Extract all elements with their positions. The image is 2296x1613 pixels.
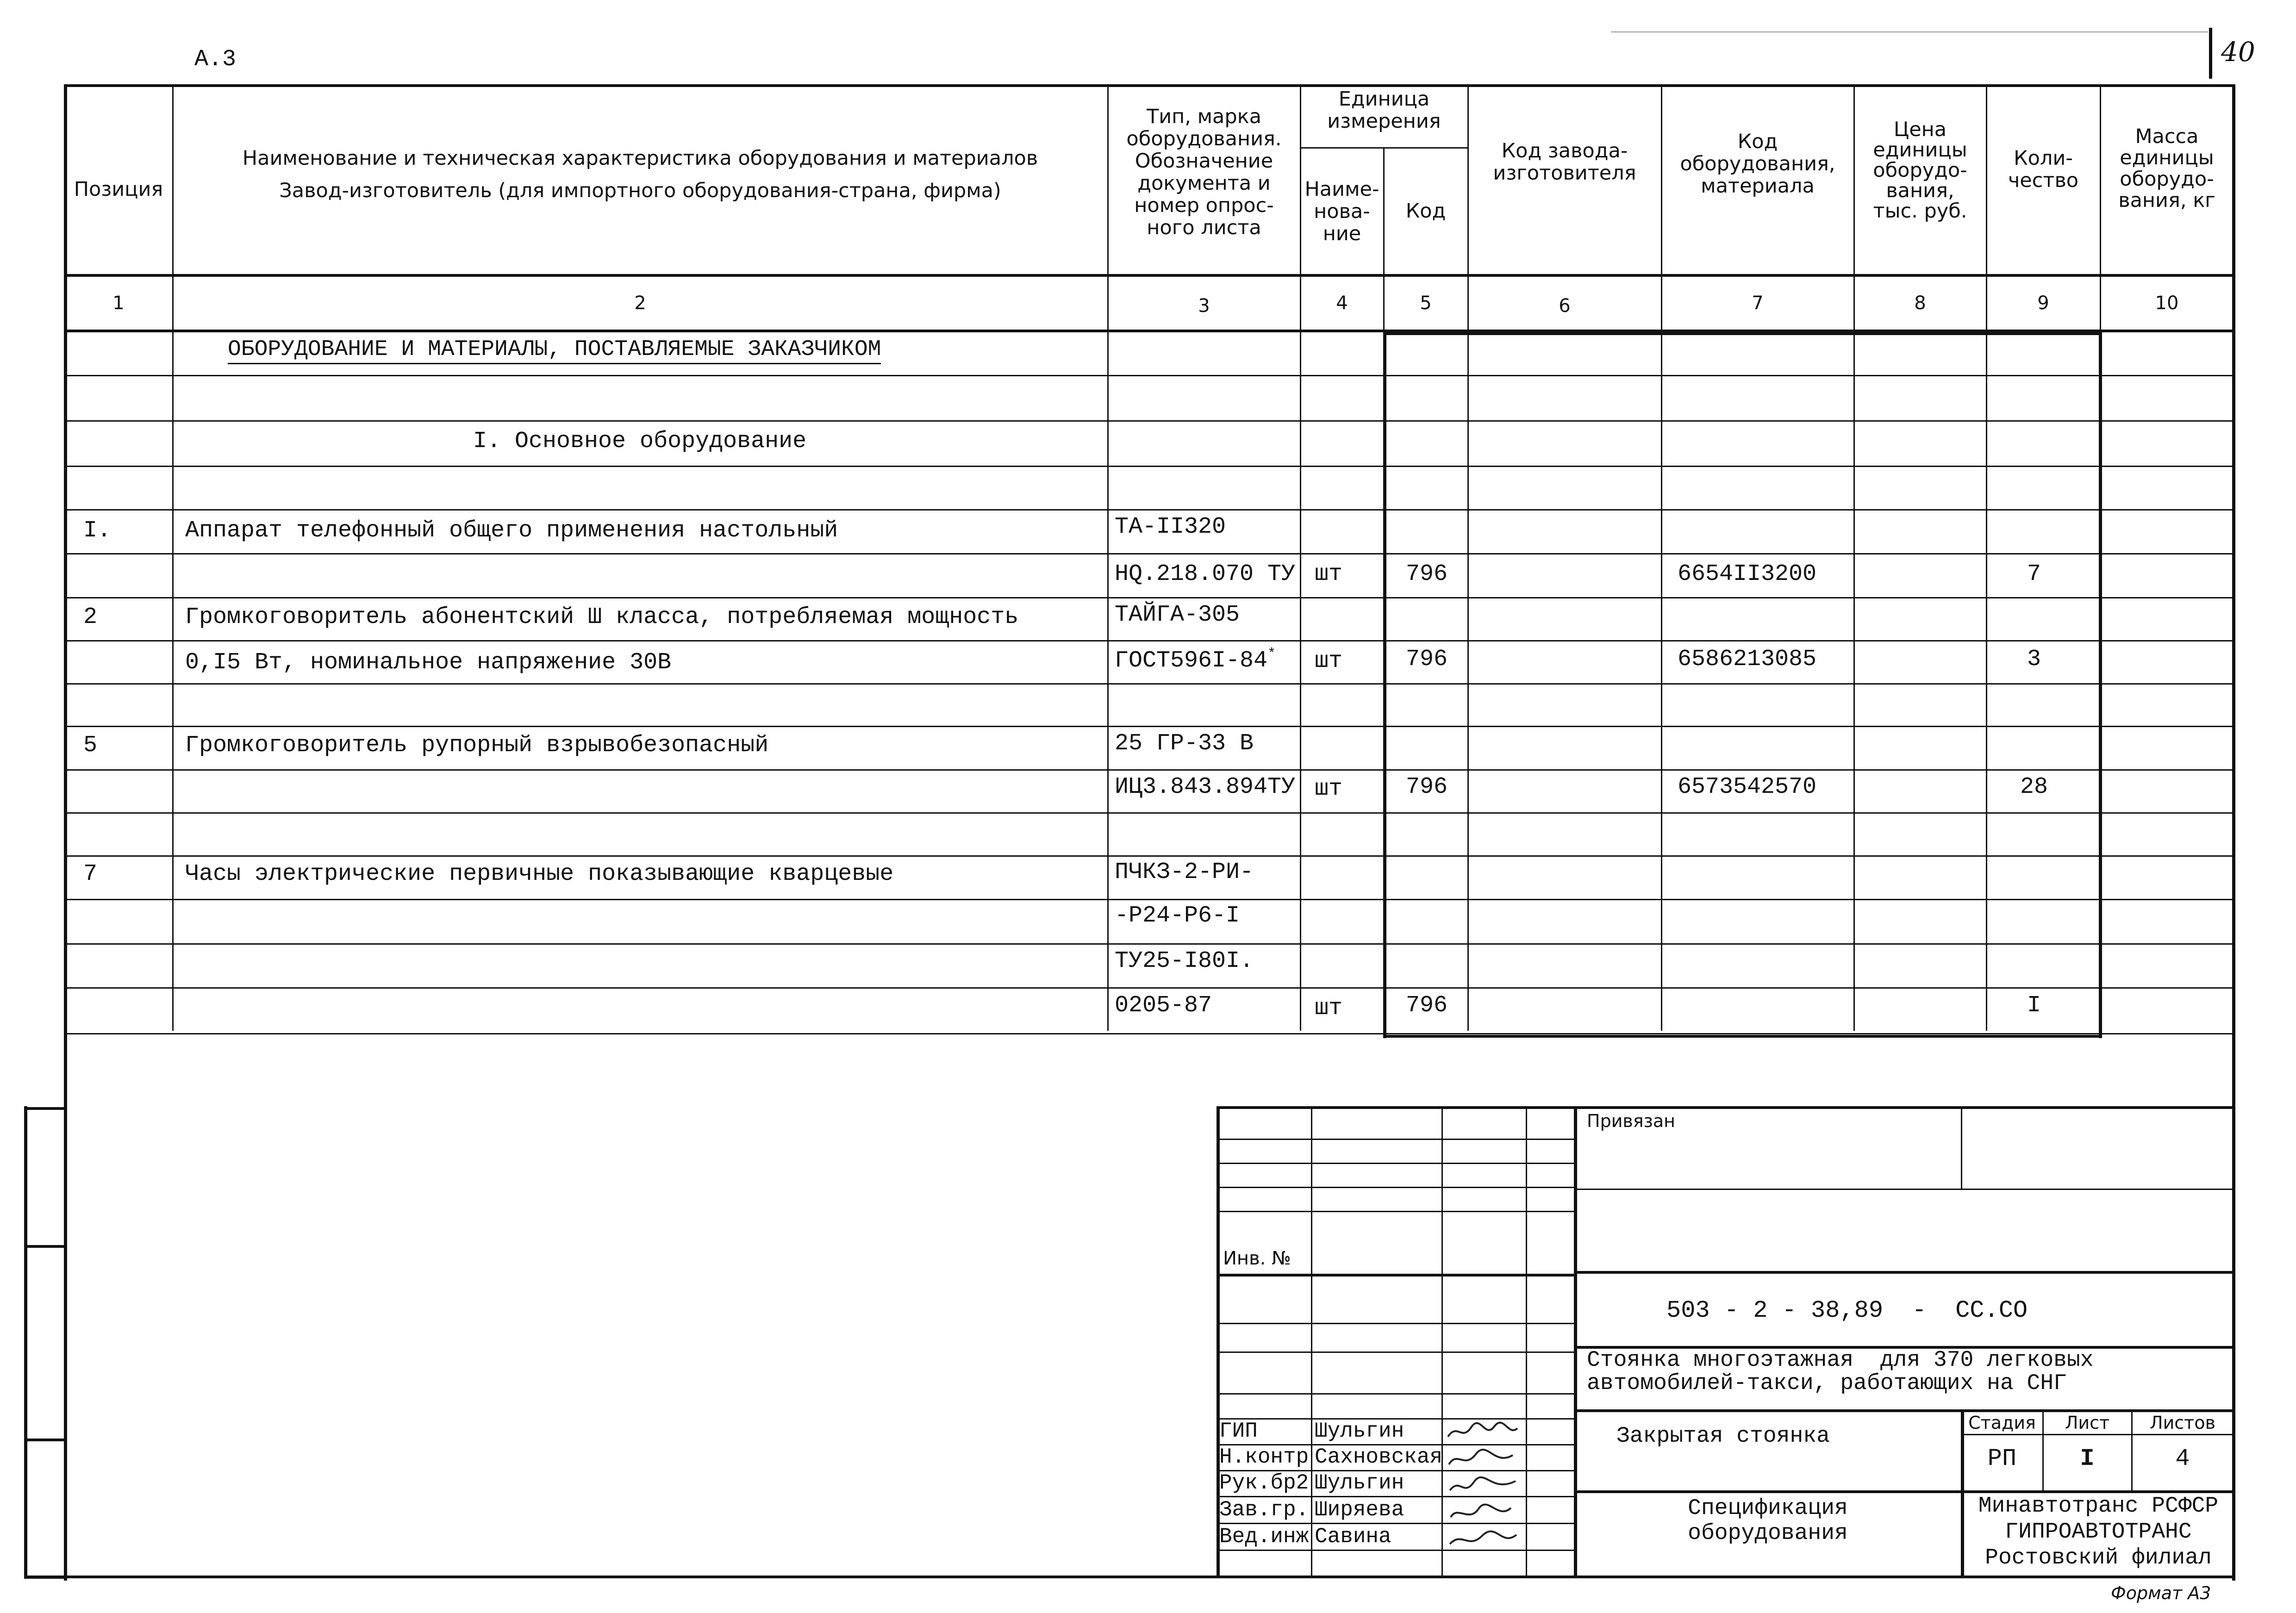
- tb-grid-row: [1217, 1211, 1574, 1212]
- header-unit-name-line: ние: [1323, 222, 1361, 245]
- header-unit-name-line: нова-: [1314, 200, 1370, 223]
- col-line-8: [1986, 84, 1987, 1031]
- left-strip-tick: [24, 1245, 66, 1248]
- signatory-name: Шульгин: [1315, 1419, 1404, 1443]
- signature-mark: [1450, 1532, 1516, 1544]
- header-mass-line: вания, кг: [2118, 189, 2215, 212]
- header-equipment-code-line: Код: [1737, 130, 1778, 153]
- sheet-format-label: А.3: [194, 46, 237, 73]
- tb-right-row: [1574, 1409, 2235, 1412]
- header-equipment-code-line: материала: [1701, 174, 1815, 198]
- table-top-border: [64, 84, 2235, 87]
- row-equipment-code: 6654II3200: [1678, 561, 1817, 587]
- header-unit-title-line: Единица: [1338, 87, 1430, 111]
- col-line-6: [1661, 84, 1662, 1031]
- signatory-role: Зав.гр.: [1219, 1498, 1309, 1522]
- header-equipment-code-line: оборудования,: [1680, 152, 1835, 175]
- row-line: [64, 855, 2235, 857]
- page-number-frame: [2209, 28, 2212, 79]
- organization-line: Минавтотранс РСФСР: [1978, 1494, 2219, 1519]
- signature-scribbles: [1443, 1418, 1525, 1576]
- row-line: [64, 683, 2235, 685]
- col-number: 9: [2037, 293, 2049, 314]
- row-type: 25 ГР-33 В: [1115, 730, 1254, 757]
- tb-grid-row: [1217, 1393, 1574, 1395]
- row-type: -Р24-Р6-I: [1115, 903, 1240, 929]
- col-number: 7: [1752, 293, 1764, 314]
- tb-grid-col: [1311, 1106, 1312, 1578]
- project-title-line1: Стоянка многоэтажная для 370 легковых: [1587, 1348, 2094, 1373]
- header-bottom-line: [64, 274, 2235, 277]
- row-name: Громкоговоритель рупорный взрывобезопасный: [185, 732, 769, 759]
- header-quantity-line: чество: [2008, 169, 2079, 192]
- document-title-line: оборудования: [1688, 1521, 1848, 1546]
- row-line: [64, 640, 2235, 641]
- row-unit: шт: [1315, 995, 1343, 1021]
- header-unit-code: Код: [1405, 199, 1446, 223]
- col-line-2: [1107, 84, 1109, 1031]
- signature-mark: [1450, 1477, 1516, 1490]
- document-number: 503 - 2 - 38,89 - СС.СО: [1666, 1297, 2028, 1324]
- tb-right-col: [2131, 1409, 2133, 1490]
- col-number: 5: [1420, 293, 1432, 314]
- body-frame-bottom: [1383, 1035, 2102, 1038]
- row-line: [64, 375, 2235, 376]
- header-unit-name: [1302, 178, 1382, 245]
- header-type-line: номер опрос-: [1134, 194, 1274, 217]
- row-line: [64, 769, 2235, 771]
- header-factory-code: [1469, 140, 1660, 184]
- format-label: Формат А3: [2111, 1583, 2211, 1603]
- sheets-value: 4: [2175, 1445, 2190, 1472]
- header-price-line: Цена: [1893, 118, 1947, 141]
- signatory-name: Ширяева: [1315, 1498, 1404, 1522]
- header-type-line: документа и: [1137, 172, 1271, 195]
- signatory-role: Н.контр: [1219, 1445, 1309, 1469]
- row-equipment-code: 6573542570: [1678, 774, 1817, 800]
- row-type-mark: *: [1267, 646, 1276, 662]
- header-mass: [2102, 126, 2232, 211]
- row-line: [64, 812, 2235, 814]
- row-name: Часы электрические первичные показывающие кварцевые: [185, 861, 894, 887]
- header-price-line: оборудо-: [1873, 159, 1967, 182]
- col-number: 2: [634, 293, 646, 314]
- page-number: 40: [2221, 36, 2255, 68]
- row-line: [64, 1033, 2235, 1034]
- body-frame-left: [1383, 332, 1386, 1038]
- col-number: 3: [1198, 295, 1210, 317]
- col-line-7: [1853, 84, 1855, 1031]
- header-mass-line: оборудо-: [2120, 168, 2214, 191]
- signatory-role: ГИП: [1219, 1419, 1258, 1443]
- body-frame-right: [2099, 332, 2102, 1038]
- row-unit-code: 796: [1405, 561, 1447, 587]
- row-equipment-code: 6586213085: [1678, 646, 1817, 673]
- row-type: ТУ25-I80I.: [1115, 948, 1254, 974]
- tb-grid-col: [1441, 1106, 1443, 1578]
- tb-right-row: [1574, 1271, 2235, 1274]
- row-line: [64, 987, 2235, 989]
- row-quantity: 7: [2027, 561, 2041, 587]
- row-line: [64, 509, 2235, 511]
- header-price-line: вания,: [1886, 179, 1954, 202]
- subsection-title: I. Основное оборудование: [473, 428, 807, 455]
- row-type: 0205-87: [1115, 992, 1212, 1019]
- signature-mark: [1451, 1505, 1511, 1517]
- row-line: [64, 899, 2235, 900]
- stage-label: Стадия: [1968, 1413, 2036, 1433]
- row-unit: шт: [1315, 561, 1343, 587]
- tb-grid-row: [1217, 1163, 1574, 1164]
- row-position: 5: [83, 732, 98, 759]
- signature-mark: [1448, 1423, 1517, 1437]
- table-right-border: [2232, 84, 2235, 1581]
- body-frame-top: [1383, 332, 2102, 335]
- col-line-1: [172, 84, 174, 1031]
- stage-value: РП: [1987, 1445, 2017, 1472]
- signatory-name: Савина: [1315, 1525, 1391, 1549]
- organization: [1963, 1493, 2234, 1571]
- row-position: I.: [83, 517, 112, 544]
- header-mass-line: Масса: [2135, 125, 2199, 148]
- left-strip-line: [24, 1106, 27, 1578]
- header-price-line: единицы: [1873, 138, 1967, 162]
- header-quantity-line: Коли-: [2014, 147, 2073, 170]
- row-type: ПЧКЗ-2-РИ-: [1115, 859, 1254, 885]
- header-price: [1855, 119, 1985, 221]
- organization-line: Ростовский филиал: [1985, 1545, 2212, 1570]
- tb-grid-row: [1217, 1139, 1574, 1140]
- section-title: ОБОРУДОВАНИЕ И МАТЕРИАЛЫ, ПОСТАВЛЯЕМЫЕ ЗАКАЗЧИКОМ: [228, 337, 881, 364]
- document-title: [1576, 1496, 1960, 1546]
- row-type: ТА-II320: [1115, 514, 1226, 540]
- row-type: НQ.218.070 ТУ: [1115, 561, 1296, 587]
- sheets-label: Листов: [2150, 1413, 2215, 1433]
- tb-grid-row: [1217, 1187, 1574, 1188]
- signatory-role: Рук.бр2: [1219, 1471, 1309, 1495]
- header-name-line2: Завод-изготовитель (для импортного оборудования-страна, фирма): [279, 179, 1001, 202]
- tb-grid-row: [1217, 1274, 1574, 1277]
- col-number: 6: [1559, 295, 1571, 317]
- header-unit-title: [1302, 88, 1466, 132]
- tb-right-col: [1961, 1106, 1962, 1189]
- project-title-line2: автомобилей-такси, работающих на СНГ: [1587, 1371, 2067, 1396]
- row-position: 7: [83, 861, 98, 887]
- row-unit: шт: [1315, 648, 1343, 674]
- header-factory-code-line: Код завода-: [1501, 139, 1628, 162]
- col-number: 1: [112, 293, 125, 314]
- tb-grid-col: [1526, 1106, 1527, 1578]
- col-number: 8: [1914, 293, 1926, 314]
- header-equipment-code: [1663, 131, 1853, 197]
- row-line: [64, 726, 2235, 727]
- header-name-line1: Наименование и техническая характеристика оборудования и материалов: [242, 147, 1038, 170]
- tb-grid-row: [1217, 1323, 1574, 1324]
- object-name: Закрытая стоянка: [1616, 1424, 1830, 1449]
- signatory-name: Шульгин: [1315, 1471, 1404, 1495]
- header-unit-name-line: Наиме-: [1304, 178, 1379, 201]
- document-title-line: Спецификация: [1688, 1496, 1848, 1521]
- row-type-text: ГОСТ596I-84: [1115, 648, 1268, 674]
- header-type-line: Обозначение: [1135, 149, 1273, 173]
- header-factory-code-line: изготовителя: [1493, 162, 1636, 185]
- left-strip-tick: [24, 1439, 66, 1441]
- col-number: 4: [1336, 293, 1348, 314]
- row-quantity: 3: [2027, 646, 2041, 673]
- row-line: [64, 597, 2235, 598]
- header-type: [1109, 106, 1299, 239]
- signature-mark: [1449, 1450, 1513, 1464]
- sheet-bottom-border: [24, 1576, 2235, 1578]
- col-line-5: [1467, 84, 1469, 1031]
- row-type: [1115, 646, 1276, 674]
- title-block-top: [1217, 1106, 2235, 1109]
- row-line: [64, 553, 2235, 554]
- bound-label: Привязан: [1587, 1111, 1675, 1131]
- row-name: Громкоговоритель абонентский Ш класса, потребляемая мощность: [185, 604, 1019, 630]
- tb-right-row: [1574, 1189, 2235, 1190]
- row-type: ТАЙГА-305: [1115, 602, 1240, 628]
- col-line-3: [1300, 84, 1301, 1031]
- row-quantity: I: [2027, 992, 2041, 1019]
- row-line: [64, 466, 2235, 467]
- row-unit-code: 796: [1405, 774, 1447, 800]
- row-unit-code: 796: [1405, 646, 1447, 673]
- header-type-line: оборудования.: [1126, 127, 1282, 150]
- organization-line: ГИПРОАВТОТРАНС: [2005, 1520, 2192, 1544]
- tb-grid-row: [1217, 1351, 1574, 1353]
- row-type: ИЦ3.843.894ТУ: [1115, 774, 1296, 800]
- row-unit: шт: [1315, 776, 1343, 802]
- row-name: Аппарат телефонный общего применения настольный: [185, 517, 838, 544]
- row-name: 0,I5 Вт, номинальное напряжение 30В: [185, 649, 672, 676]
- tb-stage-split: [1961, 1434, 2235, 1435]
- sheet-value: I: [2080, 1445, 2095, 1472]
- header-type-line: Тип, марка: [1146, 105, 1262, 128]
- top-right-edge: [1611, 31, 2208, 32]
- header-quantity: [1988, 147, 2099, 192]
- signatory-role: Вед.инж: [1219, 1525, 1309, 1549]
- col-number: 10: [2155, 293, 2179, 314]
- row-line: [64, 943, 2235, 945]
- header-type-line: ного листа: [1147, 216, 1261, 239]
- row-unit-code: 796: [1405, 992, 1447, 1019]
- row-quantity: 28: [2020, 774, 2048, 800]
- tb-right-col: [2042, 1409, 2044, 1490]
- header-mass-line: единицы: [2120, 146, 2214, 169]
- header-price-line: тыс. руб.: [1873, 199, 1967, 223]
- row-line: [64, 420, 2235, 422]
- row-position: 2: [83, 604, 98, 630]
- signatory-name: Сахновская: [1315, 1445, 1443, 1469]
- sheet-label: Лист: [2065, 1413, 2110, 1433]
- inv-number-label: Инв. №: [1223, 1248, 1291, 1269]
- left-strip-tick: [24, 1107, 66, 1110]
- header-position: Позиция: [74, 178, 163, 201]
- header-unit-title-line: измерения: [1327, 110, 1441, 133]
